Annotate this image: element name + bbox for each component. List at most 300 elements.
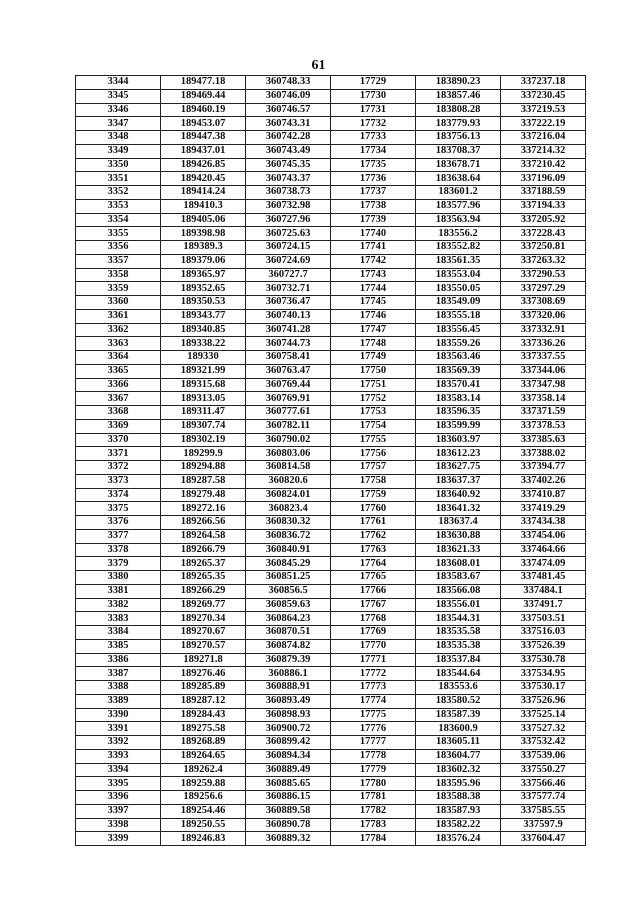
y-coordinate-right-cell: 337196.09 [501, 172, 586, 186]
point-id-left-cell: 3397 [76, 804, 161, 818]
point-id-left-cell: 3382 [76, 598, 161, 612]
y-coordinate-right-cell: 337481.45 [501, 571, 586, 585]
y-coordinate-left-cell: 360889.49 [246, 763, 331, 777]
y-coordinate-right-cell: 337454.06 [501, 529, 586, 543]
point-id-left-cell: 3350 [76, 158, 161, 172]
x-coordinate-right-cell: 183627.75 [416, 461, 501, 475]
table-row [76, 681, 586, 695]
x-coordinate-left-cell: 189321.99 [161, 364, 246, 378]
x-coordinate-left-cell: 189350.53 [161, 296, 246, 310]
x-coordinate-right-cell: 183583.67 [416, 571, 501, 585]
table-row [76, 131, 586, 145]
table-row [76, 186, 586, 200]
y-coordinate-right-cell: 337250.81 [501, 241, 586, 255]
x-coordinate-right-cell: 183756.13 [416, 131, 501, 145]
y-coordinate-right-cell: 337539.06 [501, 749, 586, 763]
point-id-left-cell: 3393 [76, 749, 161, 763]
point-id-right-cell: 17773 [331, 681, 416, 695]
y-coordinate-left-cell: 360746.09 [246, 89, 331, 103]
y-coordinate-right-cell: 337219.53 [501, 103, 586, 117]
x-coordinate-left-cell: 189266.29 [161, 584, 246, 598]
x-coordinate-right-cell: 183638.64 [416, 172, 501, 186]
x-coordinate-left-cell: 189330 [161, 351, 246, 365]
table-row [76, 818, 586, 832]
x-coordinate-right-cell: 183553.6 [416, 681, 501, 695]
y-coordinate-right-cell: 337527.32 [501, 722, 586, 736]
x-coordinate-right-cell: 183596.35 [416, 406, 501, 420]
x-coordinate-left-cell: 189340.85 [161, 323, 246, 337]
table-row [76, 832, 586, 846]
x-coordinate-left-cell: 189271.8 [161, 653, 246, 667]
x-coordinate-left-cell: 189259.88 [161, 777, 246, 791]
x-coordinate-left-cell: 189276.46 [161, 667, 246, 681]
table-row [76, 364, 586, 378]
x-coordinate-left-cell: 189264.58 [161, 529, 246, 543]
y-coordinate-right-cell: 337585.55 [501, 804, 586, 818]
x-coordinate-right-cell: 183587.93 [416, 804, 501, 818]
y-coordinate-left-cell: 360727.96 [246, 213, 331, 227]
x-coordinate-right-cell: 183600.9 [416, 722, 501, 736]
y-coordinate-left-cell: 360859.63 [246, 598, 331, 612]
y-coordinate-left-cell: 360782.11 [246, 419, 331, 433]
x-coordinate-left-cell: 189269.77 [161, 598, 246, 612]
x-coordinate-right-cell: 183637.37 [416, 474, 501, 488]
point-id-left-cell: 3368 [76, 406, 161, 420]
table-row [76, 406, 586, 420]
table-row [76, 529, 586, 543]
table-row [76, 254, 586, 268]
x-coordinate-right-cell: 183582.22 [416, 818, 501, 832]
point-id-right-cell: 17757 [331, 461, 416, 475]
point-id-left-cell: 3399 [76, 832, 161, 846]
y-coordinate-right-cell: 337237.18 [501, 76, 586, 90]
point-id-right-cell: 17761 [331, 516, 416, 530]
table-row [76, 667, 586, 681]
table-row [76, 708, 586, 722]
point-id-right-cell: 17767 [331, 598, 416, 612]
x-coordinate-right-cell: 183556.45 [416, 323, 501, 337]
point-id-left-cell: 3358 [76, 268, 161, 282]
x-coordinate-right-cell: 183580.52 [416, 694, 501, 708]
x-coordinate-right-cell: 183640.92 [416, 488, 501, 502]
table-row [76, 89, 586, 103]
y-coordinate-left-cell: 360851.25 [246, 571, 331, 585]
point-id-left-cell: 3378 [76, 543, 161, 557]
x-coordinate-left-cell: 189264.65 [161, 749, 246, 763]
y-coordinate-right-cell: 337230.45 [501, 89, 586, 103]
y-coordinate-left-cell: 360732.71 [246, 282, 331, 296]
x-coordinate-right-cell: 183608.01 [416, 557, 501, 571]
x-coordinate-left-cell: 189266.56 [161, 516, 246, 530]
point-id-left-cell: 3387 [76, 667, 161, 681]
table-row [76, 488, 586, 502]
y-coordinate-right-cell: 337526.39 [501, 639, 586, 653]
point-id-left-cell: 3364 [76, 351, 161, 365]
y-coordinate-left-cell: 360758.41 [246, 351, 331, 365]
point-id-right-cell: 17739 [331, 213, 416, 227]
point-id-right-cell: 17753 [331, 406, 416, 420]
y-coordinate-right-cell: 337188.59 [501, 186, 586, 200]
x-coordinate-right-cell: 183556.01 [416, 598, 501, 612]
x-coordinate-right-cell: 183808.28 [416, 103, 501, 117]
point-id-right-cell: 17751 [331, 378, 416, 392]
x-coordinate-right-cell: 183556.2 [416, 227, 501, 241]
x-coordinate-left-cell: 189265.35 [161, 571, 246, 585]
point-id-right-cell: 17744 [331, 282, 416, 296]
x-coordinate-left-cell: 189365.97 [161, 268, 246, 282]
y-coordinate-left-cell: 360763.47 [246, 364, 331, 378]
y-coordinate-left-cell: 360746.57 [246, 103, 331, 117]
y-coordinate-right-cell: 337516.03 [501, 626, 586, 640]
point-id-right-cell: 17776 [331, 722, 416, 736]
x-coordinate-left-cell: 189294.88 [161, 461, 246, 475]
y-coordinate-left-cell: 360870.51 [246, 626, 331, 640]
y-coordinate-right-cell: 337297.29 [501, 282, 586, 296]
y-coordinate-right-cell: 337222.19 [501, 117, 586, 131]
table-row [76, 158, 586, 172]
y-coordinate-right-cell: 337604.47 [501, 832, 586, 846]
point-id-right-cell: 17734 [331, 144, 416, 158]
x-coordinate-right-cell: 183588.38 [416, 791, 501, 805]
x-coordinate-left-cell: 189279.48 [161, 488, 246, 502]
point-id-left-cell: 3373 [76, 474, 161, 488]
x-coordinate-left-cell: 189254.46 [161, 804, 246, 818]
y-coordinate-left-cell: 360814.58 [246, 461, 331, 475]
y-coordinate-left-cell: 360777.61 [246, 406, 331, 420]
y-coordinate-right-cell: 337344.06 [501, 364, 586, 378]
table-row [76, 337, 586, 351]
y-coordinate-right-cell: 337216.04 [501, 131, 586, 145]
x-coordinate-right-cell: 183535.38 [416, 639, 501, 653]
point-id-right-cell: 17784 [331, 832, 416, 846]
x-coordinate-right-cell: 183621.33 [416, 543, 501, 557]
table-row [76, 804, 586, 818]
point-id-right-cell: 17781 [331, 791, 416, 805]
x-coordinate-right-cell: 183569.39 [416, 364, 501, 378]
x-coordinate-left-cell: 189287.58 [161, 474, 246, 488]
point-id-right-cell: 17738 [331, 199, 416, 213]
point-id-left-cell: 3384 [76, 626, 161, 640]
y-coordinate-left-cell: 360743.31 [246, 117, 331, 131]
point-id-left-cell: 3355 [76, 227, 161, 241]
x-coordinate-left-cell: 189268.89 [161, 736, 246, 750]
point-id-left-cell: 3356 [76, 241, 161, 255]
x-coordinate-right-cell: 183549.09 [416, 296, 501, 310]
point-id-left-cell: 3346 [76, 103, 161, 117]
y-coordinate-right-cell: 337566.46 [501, 777, 586, 791]
y-coordinate-right-cell: 337530.17 [501, 681, 586, 695]
x-coordinate-left-cell: 189410.3 [161, 199, 246, 213]
table-row [76, 282, 586, 296]
point-id-right-cell: 17743 [331, 268, 416, 282]
y-coordinate-left-cell: 360836.72 [246, 529, 331, 543]
point-id-right-cell: 17772 [331, 667, 416, 681]
table-row [76, 378, 586, 392]
point-id-left-cell: 3370 [76, 433, 161, 447]
point-id-right-cell: 17763 [331, 543, 416, 557]
y-coordinate-left-cell: 360803.06 [246, 447, 331, 461]
y-coordinate-right-cell: 337337.55 [501, 351, 586, 365]
x-coordinate-right-cell: 183563.94 [416, 213, 501, 227]
y-coordinate-left-cell: 360840.91 [246, 543, 331, 557]
table-row [76, 749, 586, 763]
x-coordinate-left-cell: 189250.55 [161, 818, 246, 832]
x-coordinate-right-cell: 183587.39 [416, 708, 501, 722]
x-coordinate-right-cell: 183583.14 [416, 392, 501, 406]
table-row [76, 502, 586, 516]
x-coordinate-left-cell: 189246.83 [161, 832, 246, 846]
y-coordinate-left-cell: 360900.72 [246, 722, 331, 736]
y-coordinate-right-cell: 337210.42 [501, 158, 586, 172]
point-id-right-cell: 17755 [331, 433, 416, 447]
x-coordinate-right-cell: 183563.46 [416, 351, 501, 365]
point-id-left-cell: 3347 [76, 117, 161, 131]
y-coordinate-right-cell: 337290.53 [501, 268, 586, 282]
x-coordinate-left-cell: 189266.79 [161, 543, 246, 557]
x-coordinate-left-cell: 189307.74 [161, 419, 246, 433]
point-id-right-cell: 17737 [331, 186, 416, 200]
point-id-right-cell: 17774 [331, 694, 416, 708]
x-coordinate-left-cell: 189343.77 [161, 309, 246, 323]
y-coordinate-left-cell: 360742.28 [246, 131, 331, 145]
y-coordinate-right-cell: 337378.53 [501, 419, 586, 433]
point-id-left-cell: 3349 [76, 144, 161, 158]
x-coordinate-right-cell: 183779.93 [416, 117, 501, 131]
y-coordinate-left-cell: 360748.33 [246, 76, 331, 90]
point-id-left-cell: 3379 [76, 557, 161, 571]
x-coordinate-left-cell: 189275.58 [161, 722, 246, 736]
y-coordinate-left-cell: 360769.44 [246, 378, 331, 392]
point-id-right-cell: 17766 [331, 584, 416, 598]
point-id-right-cell: 17740 [331, 227, 416, 241]
point-id-left-cell: 3376 [76, 516, 161, 530]
y-coordinate-left-cell: 360879.39 [246, 653, 331, 667]
x-coordinate-right-cell: 183555.18 [416, 309, 501, 323]
x-coordinate-right-cell: 183890.23 [416, 76, 501, 90]
x-coordinate-right-cell: 183576.24 [416, 832, 501, 846]
x-coordinate-right-cell: 183630.88 [416, 529, 501, 543]
y-coordinate-right-cell: 337597.9 [501, 818, 586, 832]
point-id-left-cell: 3353 [76, 199, 161, 213]
x-coordinate-left-cell: 189338.22 [161, 337, 246, 351]
point-id-left-cell: 3372 [76, 461, 161, 475]
y-coordinate-right-cell: 337371.59 [501, 406, 586, 420]
point-id-right-cell: 17764 [331, 557, 416, 571]
x-coordinate-left-cell: 189313.05 [161, 392, 246, 406]
x-coordinate-left-cell: 189379.06 [161, 254, 246, 268]
x-coordinate-left-cell: 189405.06 [161, 213, 246, 227]
x-coordinate-left-cell: 189460.19 [161, 103, 246, 117]
point-id-right-cell: 17745 [331, 296, 416, 310]
x-coordinate-right-cell: 183552.82 [416, 241, 501, 255]
y-coordinate-left-cell: 360845.29 [246, 557, 331, 571]
y-coordinate-left-cell: 360727.7 [246, 268, 331, 282]
point-id-left-cell: 3389 [76, 694, 161, 708]
point-id-left-cell: 3394 [76, 763, 161, 777]
point-id-left-cell: 3365 [76, 364, 161, 378]
point-id-right-cell: 17756 [331, 447, 416, 461]
y-coordinate-left-cell: 360890.78 [246, 818, 331, 832]
x-coordinate-left-cell: 189299.9 [161, 447, 246, 461]
y-coordinate-left-cell: 360741.28 [246, 323, 331, 337]
x-coordinate-left-cell: 189315.68 [161, 378, 246, 392]
point-id-right-cell: 17729 [331, 76, 416, 90]
table-row [76, 199, 586, 213]
y-coordinate-left-cell: 360894.34 [246, 749, 331, 763]
point-id-left-cell: 3354 [76, 213, 161, 227]
y-coordinate-right-cell: 337577.74 [501, 791, 586, 805]
point-id-left-cell: 3348 [76, 131, 161, 145]
y-coordinate-left-cell: 360874.82 [246, 639, 331, 653]
table-row [76, 543, 586, 557]
point-id-left-cell: 3362 [76, 323, 161, 337]
x-coordinate-right-cell: 183612.23 [416, 447, 501, 461]
table-row [76, 612, 586, 626]
x-coordinate-left-cell: 189265.37 [161, 557, 246, 571]
point-id-left-cell: 3366 [76, 378, 161, 392]
point-id-left-cell: 3369 [76, 419, 161, 433]
y-coordinate-left-cell: 360898.93 [246, 708, 331, 722]
x-coordinate-left-cell: 189453.07 [161, 117, 246, 131]
x-coordinate-left-cell: 189272.16 [161, 502, 246, 516]
x-coordinate-right-cell: 183544.64 [416, 667, 501, 681]
x-coordinate-left-cell: 189284.43 [161, 708, 246, 722]
point-id-left-cell: 3344 [76, 76, 161, 90]
y-coordinate-right-cell: 337336.26 [501, 337, 586, 351]
y-coordinate-left-cell: 360888.91 [246, 681, 331, 695]
table-row [76, 598, 586, 612]
x-coordinate-left-cell: 189285.89 [161, 681, 246, 695]
point-id-right-cell: 17746 [331, 309, 416, 323]
point-id-left-cell: 3396 [76, 791, 161, 805]
y-coordinate-right-cell: 337525.14 [501, 708, 586, 722]
point-id-left-cell: 3381 [76, 584, 161, 598]
table-row [76, 763, 586, 777]
point-id-left-cell: 3357 [76, 254, 161, 268]
point-id-right-cell: 17778 [331, 749, 416, 763]
y-coordinate-left-cell: 360823.4 [246, 502, 331, 516]
point-id-right-cell: 17748 [331, 337, 416, 351]
x-coordinate-left-cell: 189302.19 [161, 433, 246, 447]
table-row [76, 103, 586, 117]
y-coordinate-right-cell: 337474.09 [501, 557, 586, 571]
x-coordinate-right-cell: 183570.41 [416, 378, 501, 392]
y-coordinate-left-cell: 360725.63 [246, 227, 331, 241]
x-coordinate-right-cell: 183708.37 [416, 144, 501, 158]
point-id-right-cell: 17770 [331, 639, 416, 653]
table-row [76, 144, 586, 158]
table-row [76, 296, 586, 310]
point-id-left-cell: 3363 [76, 337, 161, 351]
y-coordinate-right-cell: 337385.63 [501, 433, 586, 447]
x-coordinate-left-cell: 189420.45 [161, 172, 246, 186]
y-coordinate-left-cell: 360899.42 [246, 736, 331, 750]
table-row [76, 117, 586, 131]
y-coordinate-right-cell: 337410.87 [501, 488, 586, 502]
table-row [76, 241, 586, 255]
point-id-right-cell: 17731 [331, 103, 416, 117]
table-row [76, 516, 586, 530]
y-coordinate-right-cell: 337550.27 [501, 763, 586, 777]
point-id-left-cell: 3391 [76, 722, 161, 736]
table-row [76, 392, 586, 406]
x-coordinate-right-cell: 183599.99 [416, 419, 501, 433]
y-coordinate-left-cell: 360790.02 [246, 433, 331, 447]
x-coordinate-right-cell: 183857.46 [416, 89, 501, 103]
x-coordinate-right-cell: 183535.58 [416, 626, 501, 640]
y-coordinate-left-cell: 360732.98 [246, 199, 331, 213]
point-id-left-cell: 3377 [76, 529, 161, 543]
x-coordinate-left-cell: 189437.01 [161, 144, 246, 158]
table-row [76, 722, 586, 736]
y-coordinate-right-cell: 337358.14 [501, 392, 586, 406]
table-row [76, 351, 586, 365]
y-coordinate-right-cell: 337388.02 [501, 447, 586, 461]
y-coordinate-right-cell: 337214.32 [501, 144, 586, 158]
y-coordinate-right-cell: 337402.26 [501, 474, 586, 488]
x-coordinate-right-cell: 183550.05 [416, 282, 501, 296]
y-coordinate-right-cell: 337532.42 [501, 736, 586, 750]
x-coordinate-right-cell: 183553.04 [416, 268, 501, 282]
y-coordinate-right-cell: 337530.78 [501, 653, 586, 667]
x-coordinate-left-cell: 189352.65 [161, 282, 246, 296]
y-coordinate-right-cell: 337320.06 [501, 309, 586, 323]
coordinates-table [75, 75, 586, 846]
table-row [76, 474, 586, 488]
table-row [76, 419, 586, 433]
point-id-left-cell: 3345 [76, 89, 161, 103]
point-id-right-cell: 17750 [331, 364, 416, 378]
y-coordinate-left-cell: 360893.49 [246, 694, 331, 708]
y-coordinate-left-cell: 360820.6 [246, 474, 331, 488]
x-coordinate-right-cell: 183603.97 [416, 433, 501, 447]
point-id-left-cell: 3351 [76, 172, 161, 186]
point-id-left-cell: 3388 [76, 681, 161, 695]
x-coordinate-left-cell: 189426.85 [161, 158, 246, 172]
y-coordinate-right-cell: 337434.38 [501, 516, 586, 530]
point-id-right-cell: 17765 [331, 571, 416, 585]
table-row [76, 268, 586, 282]
point-id-right-cell: 17779 [331, 763, 416, 777]
x-coordinate-left-cell: 189311.47 [161, 406, 246, 420]
point-id-right-cell: 17771 [331, 653, 416, 667]
coordinates-table-body [76, 76, 586, 846]
x-coordinate-right-cell: 183544.31 [416, 612, 501, 626]
x-coordinate-right-cell: 183637.4 [416, 516, 501, 530]
page-number: 61 [311, 58, 326, 73]
y-coordinate-right-cell: 337534.95 [501, 667, 586, 681]
y-coordinate-left-cell: 360889.32 [246, 832, 331, 846]
y-coordinate-left-cell: 360889.58 [246, 804, 331, 818]
y-coordinate-right-cell: 337308.69 [501, 296, 586, 310]
table-row [76, 227, 586, 241]
point-id-right-cell: 17747 [331, 323, 416, 337]
x-coordinate-right-cell: 183566.08 [416, 584, 501, 598]
point-id-left-cell: 3367 [76, 392, 161, 406]
table-row [76, 584, 586, 598]
table-row [76, 461, 586, 475]
y-coordinate-right-cell: 337419.29 [501, 502, 586, 516]
y-coordinate-right-cell: 337194.33 [501, 199, 586, 213]
point-id-right-cell: 17736 [331, 172, 416, 186]
point-id-left-cell: 3380 [76, 571, 161, 585]
x-coordinate-right-cell: 183678.71 [416, 158, 501, 172]
table-row [76, 777, 586, 791]
y-coordinate-right-cell: 337228.43 [501, 227, 586, 241]
point-id-left-cell: 3375 [76, 502, 161, 516]
y-coordinate-left-cell: 360743.49 [246, 144, 331, 158]
y-coordinate-left-cell: 360886.1 [246, 667, 331, 681]
